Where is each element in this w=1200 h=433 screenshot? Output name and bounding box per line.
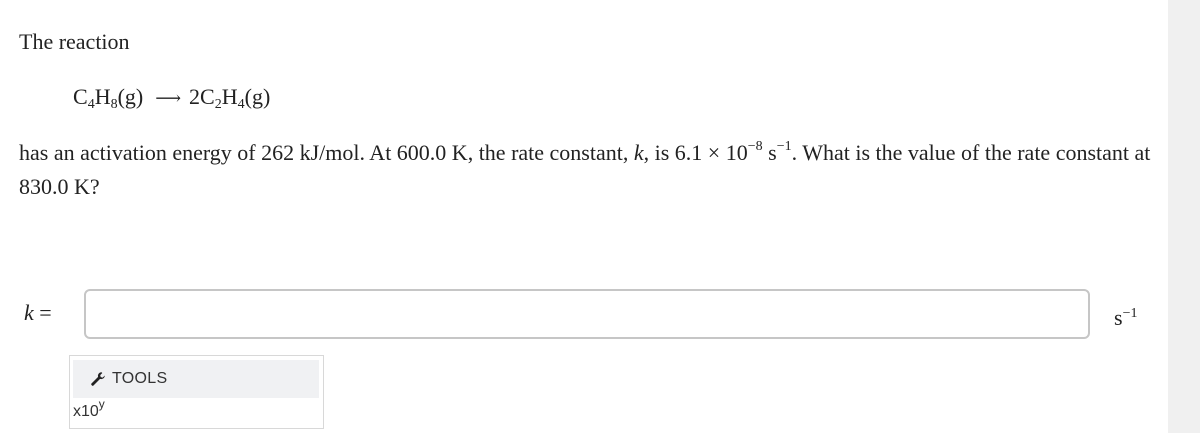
- reactant-carbon-subscript: 4: [87, 97, 95, 112]
- product-phase: (g): [244, 84, 271, 109]
- scientific-notation-button[interactable]: [73, 397, 105, 424]
- answer-label-equals: =: [33, 300, 52, 325]
- product: [189, 84, 271, 112]
- answer-unit-exponent: −1: [1122, 306, 1138, 321]
- tools-label: TOOLS: [112, 370, 168, 387]
- question-text: [19, 136, 1159, 204]
- right-scroll-strip: [1168, 0, 1200, 433]
- question-part-1: has an activation energy of 262 kJ/mol. At 600.0 K, the rate constant,: [19, 140, 634, 165]
- reaction-arrow-icon: ⟶: [155, 88, 182, 109]
- product-carbon-subscript: 2: [214, 97, 222, 112]
- product-carbon: C: [200, 84, 215, 109]
- answer-unit: [1114, 305, 1137, 331]
- answer-label: [24, 299, 52, 327]
- reactant-hydrogen-subscript: 8: [110, 97, 118, 112]
- answer-unit-base: s: [1114, 305, 1123, 330]
- reactant-phase: (g): [117, 84, 144, 109]
- question-exponent: −8: [747, 139, 763, 154]
- question-unit-exponent: −1: [776, 139, 792, 154]
- question-k-variable: k: [633, 140, 644, 165]
- tools-panel: [69, 355, 324, 429]
- reactant: [73, 84, 144, 112]
- product-coefficient: 2: [189, 84, 201, 109]
- reactant-hydrogen: H: [94, 84, 111, 109]
- answer-input[interactable]: [84, 289, 1090, 339]
- intro-text: The reaction: [19, 29, 130, 54]
- wrench-icon: [90, 371, 106, 387]
- answer-label-variable: k: [24, 300, 34, 325]
- question-part-2: , is 6.1 × 10: [643, 140, 748, 165]
- tools-toggle-button[interactable]: [73, 360, 319, 398]
- question-unit: s: [762, 140, 777, 165]
- product-hydrogen: H: [221, 84, 238, 109]
- x10-exponent: y: [98, 397, 105, 411]
- product-hydrogen-subscript: 4: [237, 97, 245, 112]
- reaction-equation: [73, 84, 270, 112]
- reactant-carbon: C: [73, 84, 88, 109]
- x10-base: x10: [73, 403, 99, 420]
- question-part-3: . What is the value of the rate constant at 830.0 K?: [19, 140, 1151, 199]
